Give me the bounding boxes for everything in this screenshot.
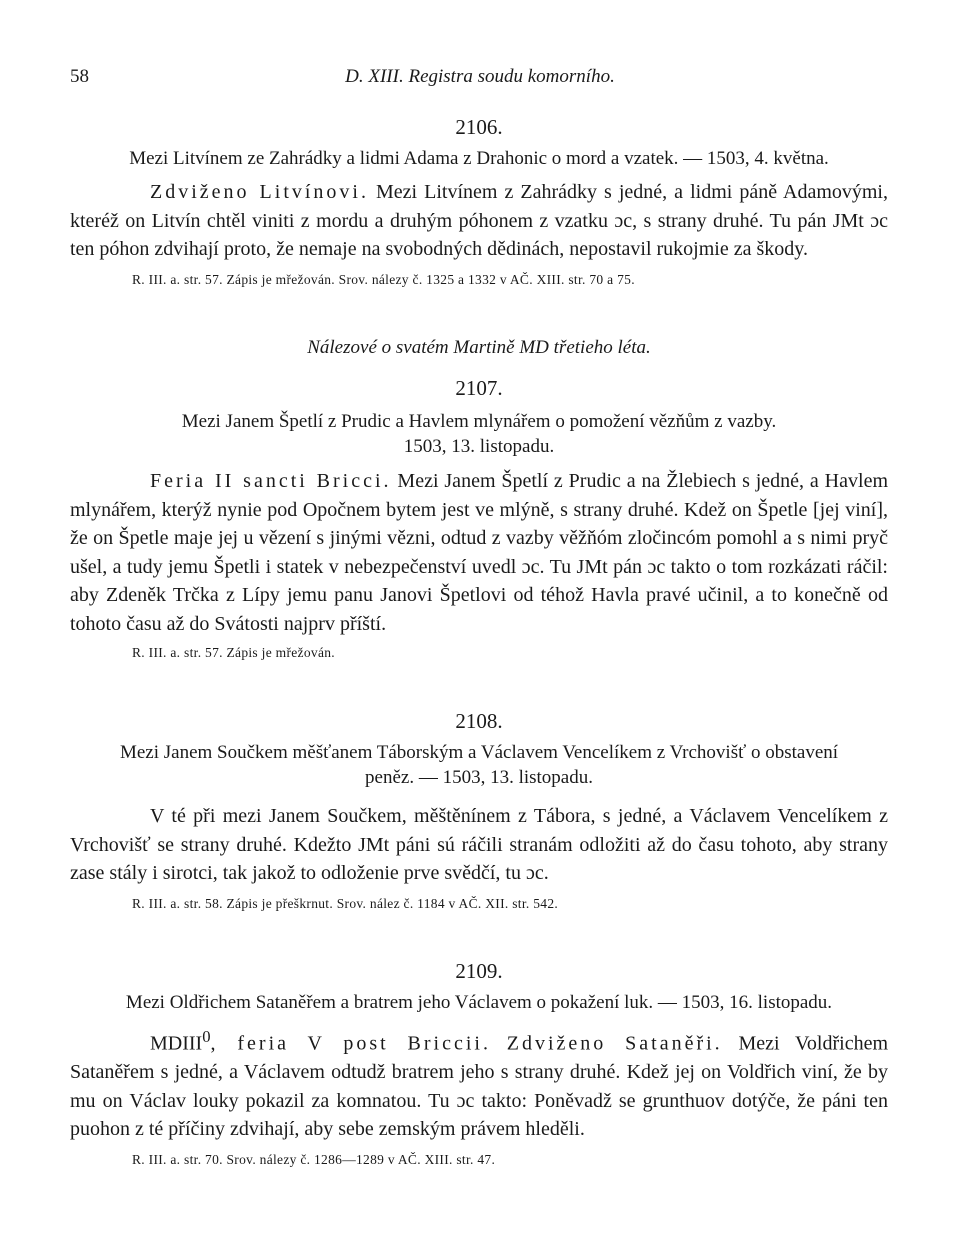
entry-2107 bbox=[70, 375, 888, 663]
entry-2109 bbox=[70, 958, 888, 1170]
entry-text bbox=[70, 467, 888, 638]
entry-body: Mezi Voldřichem Sataněřem s jedné, a Václavem odtudž bratrem jeho s strany druhé. Kdež jej on Voldřich viní, že by mu on Václav louky pokazil za komnatou. Tu ɔc takto: Poněvadž se grunthuov dotýče, že páni ten puohon z té příčiny zdvihají, aby sebe zemským právem hleděli. bbox=[70, 1032, 888, 1141]
page-number: 58 bbox=[70, 66, 89, 87]
entry-summary-cont: peněz. — 1503, 13. listopadu. bbox=[365, 767, 593, 788]
entry-number: 2109. bbox=[455, 959, 503, 983]
entry-text bbox=[70, 1023, 888, 1144]
entry-lead-sup: 0 bbox=[202, 1027, 211, 1046]
entry-reference: R. III. a. str. 57. Zápis je mřežován. Srov. nálezy č. 1325 a 1332 v AČ. XIII. str. 70 a 75. bbox=[132, 271, 635, 287]
entry-lead: , feria V post Briccii. bbox=[210, 1032, 491, 1055]
entry-number: 2107. bbox=[455, 376, 503, 400]
page-header bbox=[70, 66, 890, 96]
entry-summary: Mezi Oldřichem Sataněřem a bratrem jeho Václavem o pokažení luk. — 1503, 16. listopadu. bbox=[125, 992, 833, 1013]
entry-lead-year: MDIII bbox=[150, 1032, 203, 1055]
entry-text: V té při mezi Janem Součkem, měštěnínem z Tábora, s jedné, a Václavem Vencelíkem z Vrchovišť se strany druhé. Kdežto JMt páni sú ráčili stranám odložiti až do času tohoto, aby strany zase stály i sirotci, tak jakož to odloženie prve svědčí, tu ɔc. bbox=[70, 805, 888, 884]
section-title: Nálezové o svatém Martině MD třetieho léta. bbox=[307, 337, 651, 358]
entry-body: Mezi Litvínem z Zahrádky s jedné, a lidmi páně Adamovými, kteréž on Litvín chtěl viniti z mordu a druhým póhonem z vzatku ɔc, s strany druhé. Tu pán JMt ɔc ten póhon zdvihají proto, že nemaje na svobodných dědinách, nepostavil rukojmie za škody. bbox=[70, 181, 888, 260]
entry-date: 1503, 13. listopadu. bbox=[403, 436, 555, 457]
entry-text bbox=[70, 178, 888, 264]
running-title: D. XIII. Registra soudu komorního. bbox=[345, 66, 615, 87]
entry-2106 bbox=[70, 114, 888, 290]
entry-lead: Feria II sancti Bricci. bbox=[150, 470, 392, 492]
entry-reference: R. III. a. str. 57. Zápis je mřežován. bbox=[132, 645, 335, 660]
entry-reference: R. III. a. str. 58. Zápis je přeškrnut. Srov. nález č. 1184 v AČ. XII. str. 542. bbox=[132, 895, 559, 911]
entry-summary: Mezi Janem Součkem měšťanem Táborským a Václavem Vencelíkem z Vrchovišť o obstavení bbox=[119, 742, 839, 763]
entry-lead: Zdviženo Litvínovi. bbox=[150, 181, 369, 203]
entry-summary: Mezi Litvínem ze Zahrádky a lidmi Adama z Drahonic o mord a vzatek. — 1503, 4. května. bbox=[129, 148, 829, 169]
entry-reference: R. III. a. str. 70. Srov. nálezy č. 1286—1289 v AČ. XIII. str. 47. bbox=[132, 1151, 496, 1167]
entry-2108 bbox=[70, 708, 888, 914]
entry-number: 2108. bbox=[455, 709, 503, 733]
entry-summary: Mezi Janem Špetlí z Prudic a Havlem mlynářem o pomožení vězňům z vazby. bbox=[181, 411, 777, 432]
entry-lead-2: Zdviženo Sataněři. bbox=[506, 1032, 723, 1055]
entry-number: 2106. bbox=[455, 115, 503, 139]
entry-body: Mezi Janem Špetlí z Prudic a na Žlebiech s jedné, a Havlem mlynářem, kterýž nynie pod Opočnem bytem jest ve mlýně, s strany druhé. Kdež on Špetle [jej viní], že on Špetle maje jej u vězení s jinými vězni, odtud z vazby věžňóm zločincóm pomohl a s nimi pryč ušel, a tudy jemu Špetli i statek v nebezpečenství uvedl ɔc. Tu JMt pán ɔc takto o tom rozkázati ráčil: aby Zdeněk Trčka z Lípy jemu panu Janovi Špetlovi od téhož Havla pravé učinil, a to konečně od tohoto času až do Svátosti najprv příští. bbox=[70, 470, 888, 635]
